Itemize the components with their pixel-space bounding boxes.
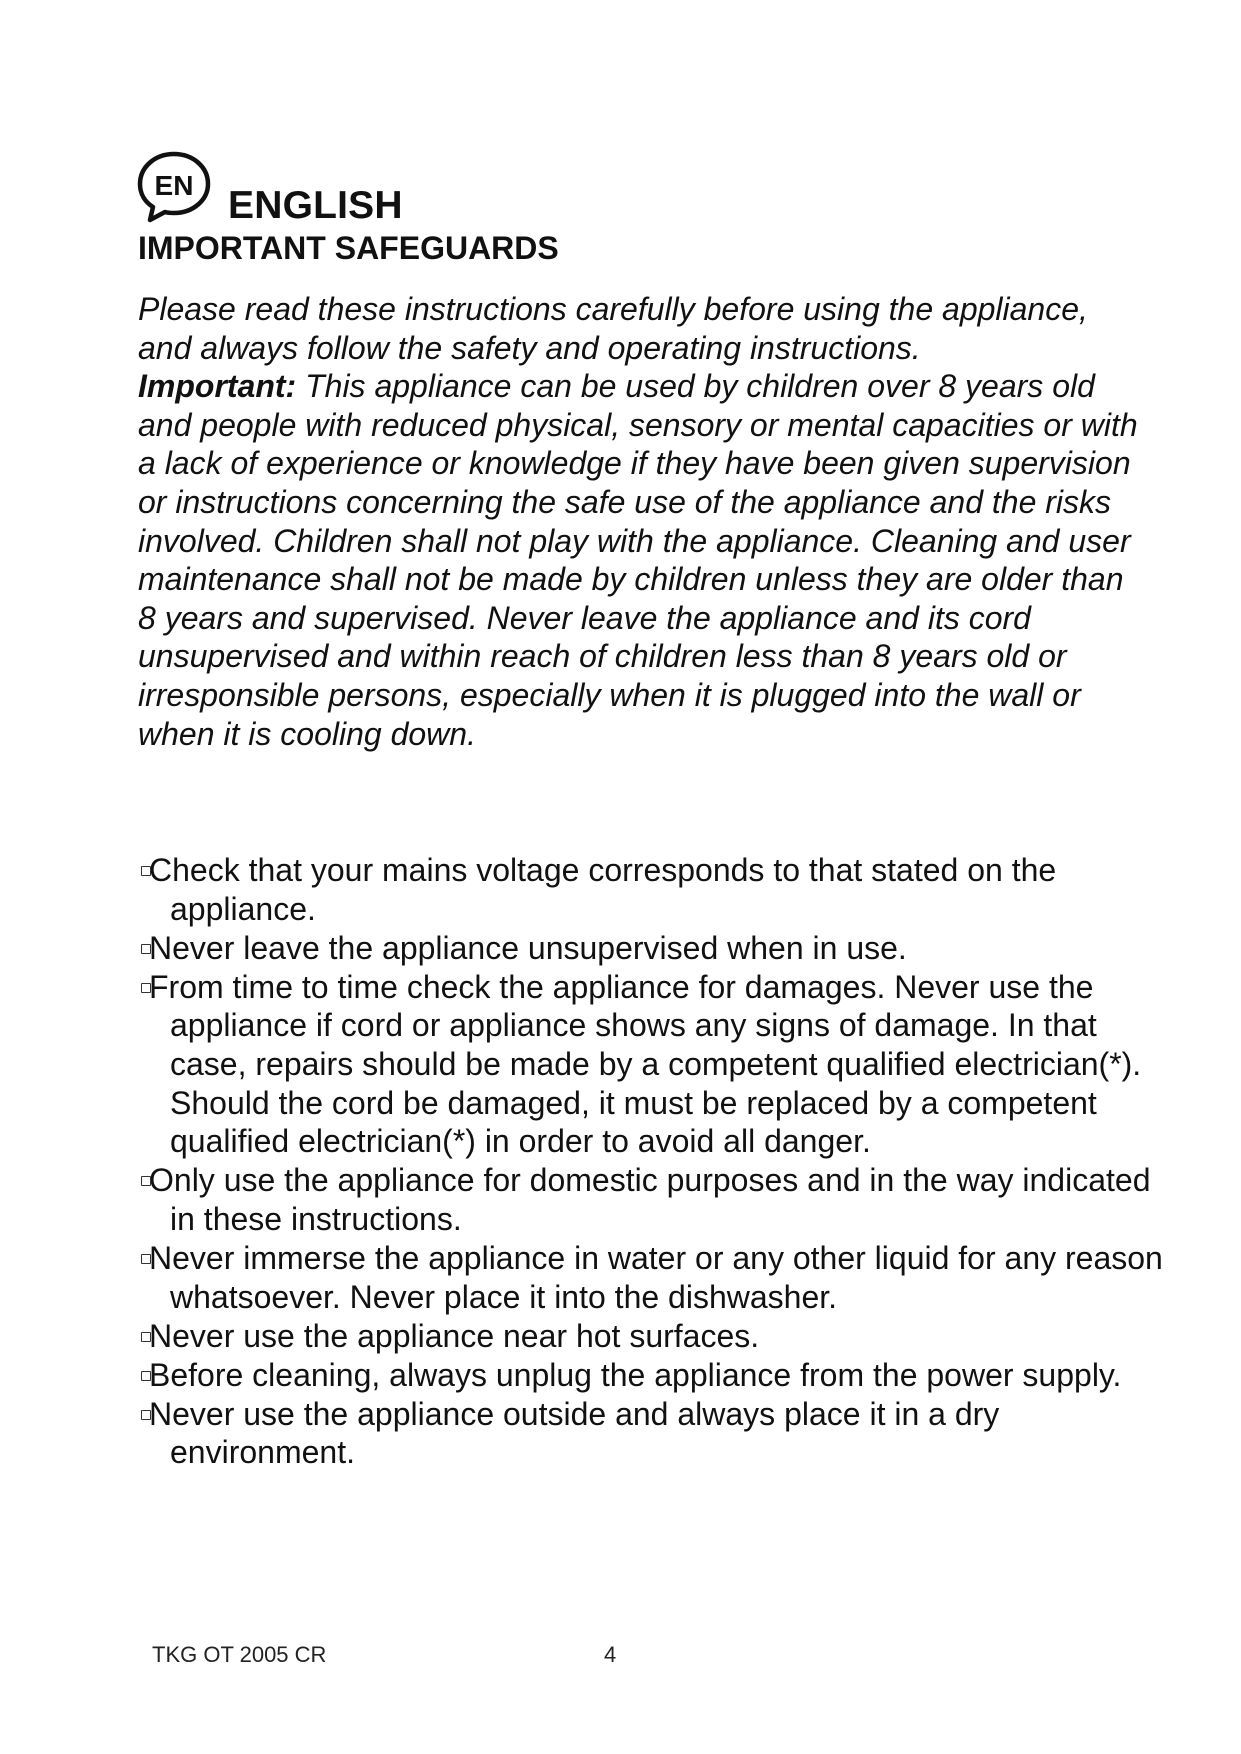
intro-block [138,290,1138,753]
list-item: Before cleaning, always unplug the appliance from the power supply. [0,1356,1241,1395]
footer-page-number: 4 [604,1642,617,1667]
footer-model-number: TKG OT 2005 CR [152,1642,327,1667]
section-title: IMPORTANT SAFEGUARDS [138,230,559,266]
checkbox-bullet-icon [141,1332,151,1342]
intro-paragraph: Please read these instructions carefully before using the appliance, and always follow the safety and operating instructions. [138,291,1088,366]
list-item: From time to time check the appliance for damages. Never use the appliance if cord or appliance shows any signs of damage. In that case, repairs should be made by a competent qualified electrician(*). Should the cord be damaged, it must be replaced by a competent qualified electrician(*) in order to avoid all danger. [0,968,1241,1161]
en-speech-bubble-icon [136,150,212,226]
checkbox-bullet-icon [141,866,151,876]
checkbox-bullet-icon [141,1254,151,1264]
important-paragraph [138,367,1138,753]
list-item: Never leave the appliance unsupervised when in use. [0,929,1241,968]
checkbox-bullet-icon [141,1410,151,1420]
en-badge-text: EN [154,170,194,201]
list-item: Never immerse the appliance in water or any other liquid for any reason whatsoever. Never place it into the dishwasher. [0,1239,1241,1316]
safeguards-list [0,851,1241,1473]
list-item: Never use the appliance outside and always place it in a dry environment. [0,1395,1241,1472]
important-label: Important: [138,368,297,405]
checkbox-bullet-icon [141,1176,151,1186]
important-text: This appliance can be used by children over 8 years old and people with reduced physical, sensory or mental capacities or with a lack of experience or knowledge if they have been given supervision or instructions concerning the safe use of the appliance and the risks involved. Children shall not play with the appliance. Cleaning and user maintenance shall not be made by children unless they are older than 8 years and supervised. Never leave the appliance and its cord unsupervised and within reach of children less than 8 years old or irresponsible persons, especially when it is plugged into the wall or when it is cooling down. [138,368,1138,752]
list-item: Only use the appliance for domestic purposes and in the way indicated in these instructions. [0,1161,1241,1238]
list-item: Check that your mains voltage corresponds to that stated on the appliance. [0,851,1241,928]
language-title: ENGLISH [228,184,403,227]
checkbox-bullet-icon [141,983,151,993]
list-item: Never use the appliance near hot surfaces. [0,1317,1241,1356]
checkbox-bullet-icon [141,1371,151,1381]
checkbox-bullet-icon [141,944,151,954]
